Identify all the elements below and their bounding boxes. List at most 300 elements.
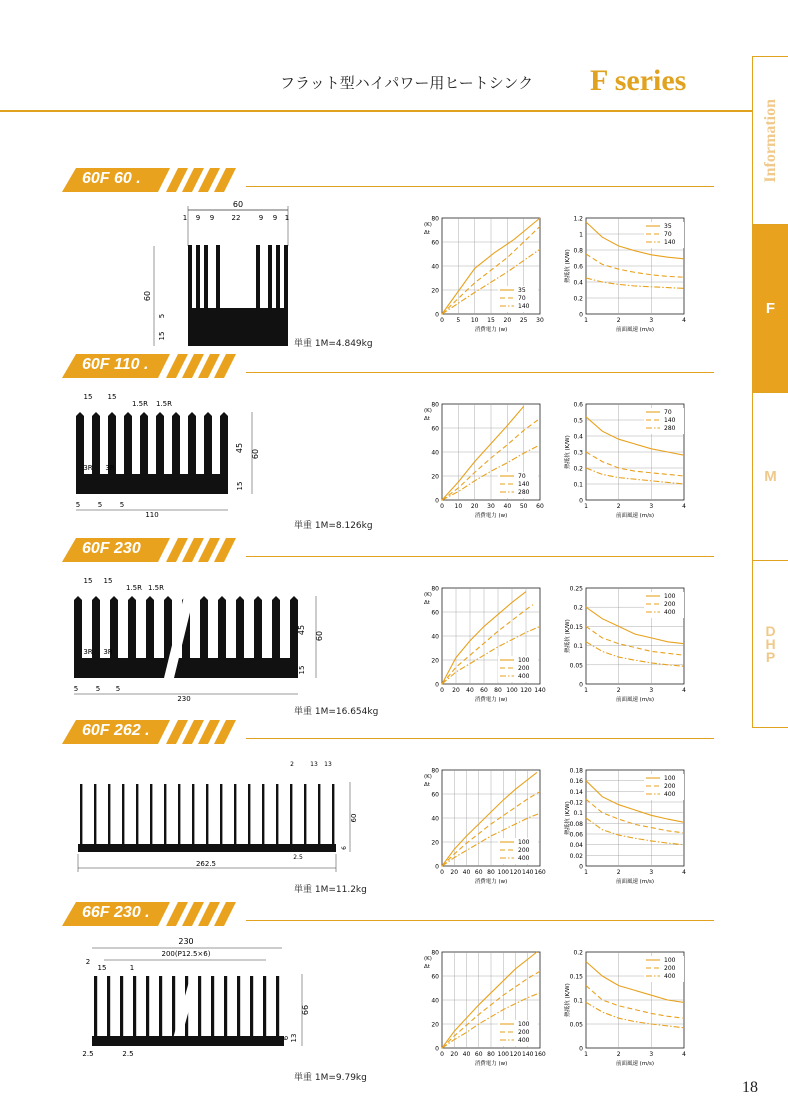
y-tick-label: 0.05	[569, 662, 583, 670]
legend-label: 200	[518, 1029, 530, 1036]
x-tick-label: 120	[509, 869, 522, 876]
x-axis-label: 消費電力 (w)	[474, 1061, 508, 1067]
x-tick-label: 3	[649, 503, 654, 510]
y-tick-label: 0	[435, 311, 439, 319]
y-tick-label: 60	[431, 239, 439, 247]
y-axis-unit: (K)	[424, 774, 432, 780]
section-rule	[246, 186, 714, 187]
y-tick-label: 1.2	[573, 215, 583, 223]
y-tick-label: 80	[431, 401, 439, 409]
x-tick-label: 0	[440, 317, 444, 324]
dim-radius: 3R	[83, 648, 93, 656]
dim-left: 2	[85, 958, 91, 966]
dim-height: 60	[350, 813, 358, 823]
y-tick-label: 80	[431, 215, 439, 223]
y-tick-label: 0.2	[573, 949, 583, 957]
x-tick-label: 0	[440, 1051, 444, 1058]
dim-height: 60	[315, 630, 324, 642]
y-tick-label: 0.06	[569, 831, 583, 839]
y-axis-label: 熱抵抗 (K/W)	[565, 983, 571, 1017]
dim-fin: 1	[129, 964, 135, 972]
x-tick-label: 80	[494, 687, 502, 694]
x-tick-label: 10	[454, 503, 463, 510]
series-line	[586, 799, 684, 833]
dim-pitch: 9	[195, 214, 201, 222]
legend-label: 70	[664, 409, 672, 416]
dim-pitch: 15	[97, 964, 107, 972]
dim-pitch: 15	[107, 393, 117, 401]
x-tick-label: 50	[519, 503, 528, 510]
y-tick-label: 0.14	[569, 788, 583, 796]
y-axis-unit: (K)	[424, 956, 432, 962]
dim-gap: 5	[73, 685, 79, 693]
model-name: 60F 60 .	[82, 170, 141, 187]
fin	[248, 784, 250, 846]
x-axis-label: 前面風速 (m/s)	[615, 327, 655, 333]
fin	[120, 976, 123, 1040]
model-name: 60F 110 .	[82, 356, 149, 373]
x-tick-label: 140	[522, 869, 534, 876]
x-tick-label: 20	[470, 503, 479, 510]
y-tick-label: 0	[435, 497, 439, 505]
x-tick-label: 40	[466, 687, 474, 694]
dim-radius: 1.5R	[132, 400, 148, 408]
x-tick-label: 2	[616, 869, 621, 876]
sidetab-m[interactable]	[752, 392, 788, 560]
y-tick-label: 0.25	[569, 585, 583, 593]
fin	[211, 976, 214, 1040]
y-tick-label: 0.1	[573, 810, 583, 818]
dim-pitch: 15	[103, 577, 113, 585]
x-axis-label: 消費電力 (w)	[474, 697, 508, 703]
x-tick-label: 4	[682, 317, 686, 324]
fin	[224, 976, 227, 1040]
series-line	[586, 278, 684, 288]
y-tick-label: 0.04	[569, 842, 583, 850]
legend-label: 280	[518, 489, 530, 496]
profile-drawing	[66, 758, 366, 882]
y-tick-label: 1	[579, 231, 583, 239]
fin	[290, 784, 292, 846]
x-tick-label: 3	[649, 687, 654, 694]
legend-label: 400	[518, 673, 530, 680]
sidetab-label: M	[764, 468, 777, 485]
fin	[122, 784, 124, 846]
resistance-chart	[560, 398, 700, 528]
legend-label: 200	[518, 665, 530, 672]
dim-gap: 5	[95, 685, 101, 693]
y-tick-label: 0	[435, 681, 439, 689]
section-rule	[246, 738, 714, 739]
x-tick-label: 3	[649, 869, 654, 876]
dim-pitch: 9	[209, 214, 215, 222]
x-tick-label: 20	[450, 1051, 459, 1058]
fin	[164, 784, 166, 846]
x-tick-label: 20	[503, 317, 512, 324]
page-number: 18	[742, 1079, 758, 1096]
fin	[263, 976, 266, 1040]
header-rule	[0, 110, 752, 112]
dim-base: 6	[341, 846, 348, 850]
y-tick-label: 60	[431, 791, 439, 799]
x-tick-label: 15	[487, 317, 495, 324]
x-axis-label: 前面風速 (m/s)	[615, 513, 655, 519]
dim-width: 230	[177, 695, 191, 703]
y-tick-label: 80	[431, 767, 439, 775]
dim-radius: 3R	[103, 648, 113, 656]
fin	[94, 976, 97, 1040]
dim-gap: 5	[97, 501, 103, 509]
y-tick-label: 0	[579, 681, 583, 689]
y-tick-label: 0.02	[569, 852, 583, 860]
y-tick-label: 20	[431, 657, 439, 665]
dim-pitch: 9	[272, 214, 278, 222]
y-tick-label: 0.4	[573, 279, 583, 287]
y-tick-label: 0.1	[573, 997, 583, 1005]
sidetab-dhp[interactable]	[752, 560, 788, 728]
resistance-chart	[560, 946, 700, 1076]
dim-pitch: 15	[83, 577, 93, 585]
x-axis-label: 消費電力 (w)	[474, 327, 508, 333]
x-tick-label: 2	[616, 687, 621, 694]
y-axis-label: 熱抵抗 (K/W)	[565, 249, 571, 283]
x-tick-label: 60	[480, 687, 488, 694]
x-tick-label: 20	[452, 687, 460, 694]
y-tick-label: 0.05	[569, 1021, 583, 1029]
unit-weight: 単重 1M=9.79kg	[294, 1073, 367, 1083]
dim-pitch: 1	[284, 214, 290, 222]
x-tick-label: 5	[456, 317, 461, 324]
x-tick-label: 20	[450, 869, 459, 876]
dim-base: 13	[290, 1033, 298, 1043]
legend-label: 140	[664, 417, 676, 424]
y-tick-label: 40	[431, 633, 439, 641]
y-axis-unit: (K)	[424, 222, 432, 228]
x-tick-label: 2	[616, 317, 621, 324]
profile-drawing	[140, 198, 310, 348]
section-rule	[246, 372, 714, 373]
fin	[332, 784, 334, 846]
x-tick-label: 30	[536, 317, 544, 324]
x-tick-label: 4	[682, 687, 686, 694]
legend-label: 100	[518, 839, 530, 846]
dim-gap: 5	[115, 685, 121, 693]
y-tick-label: 0.15	[569, 973, 583, 981]
legend-label: 200	[518, 847, 530, 854]
x-tick-label: 140	[534, 687, 546, 694]
y-tick-label: 60	[431, 973, 439, 981]
x-tick-label: 100	[497, 1051, 509, 1058]
x-tick-label: 30	[487, 503, 495, 510]
y-tick-label: 0.8	[573, 247, 583, 255]
y-tick-label: 0.4	[573, 433, 583, 441]
x-tick-label: 160	[534, 1051, 546, 1058]
fin	[262, 784, 264, 846]
legend-label: 100	[664, 775, 676, 782]
x-tick-label: 2	[616, 1051, 621, 1058]
x-tick-label: 160	[534, 869, 546, 876]
legend-label: 100	[518, 1021, 530, 1028]
y-axis-label: Δt	[424, 600, 430, 606]
legend-label: 140	[518, 481, 530, 488]
legend-label: 35	[518, 287, 526, 294]
dim-radius: 3R	[105, 464, 115, 472]
dim-radius: 1.5R	[126, 584, 142, 592]
y-axis-label: 熱抵抗 (K/W)	[565, 435, 571, 469]
fin	[250, 976, 253, 1040]
fin	[198, 976, 201, 1040]
dim-radius: 1.5R	[148, 584, 164, 592]
x-tick-label: 2	[616, 503, 621, 510]
dim-base: 15	[298, 665, 306, 675]
y-tick-label: 0.2	[573, 465, 583, 473]
fin	[159, 976, 162, 1040]
catalog-title: フラット型ハイパワー用ヒートシンク	[280, 74, 534, 92]
y-tick-label: 0	[579, 863, 583, 871]
x-tick-label: 4	[682, 1051, 686, 1058]
dim-base: 15	[236, 481, 244, 491]
y-axis-unit: (K)	[424, 592, 432, 598]
y-tick-label: 0.2	[573, 295, 583, 303]
series-line	[586, 468, 684, 484]
x-tick-label: 60	[474, 869, 483, 876]
unit-weight: 単重 1M=4.849kg	[294, 339, 373, 349]
y-tick-label: 40	[431, 997, 439, 1005]
fin	[146, 976, 149, 1040]
x-axis-label: 消費電力 (w)	[474, 879, 508, 885]
x-tick-label: 100	[506, 687, 518, 694]
legend-label: 70	[664, 231, 672, 238]
x-tick-label: 1	[584, 503, 588, 510]
dim-base: 6	[282, 1035, 290, 1041]
x-tick-label: 4	[682, 503, 686, 510]
unit-weight: 単重 1M=8.126kg	[294, 521, 373, 531]
legend-label: 140	[664, 239, 676, 246]
fin	[318, 784, 320, 846]
dim-fin: 45	[297, 624, 306, 636]
y-tick-label: 0	[579, 497, 583, 505]
unit-weight: 単重 1M=16.654kg	[294, 707, 379, 717]
x-axis-label: 消費電力 (w)	[474, 513, 508, 519]
legend-label: 400	[664, 973, 676, 980]
y-tick-label: 0.2	[573, 604, 583, 612]
y-tick-label: 0	[579, 1045, 583, 1053]
series-title: F series	[590, 64, 687, 97]
x-tick-label: 60	[536, 503, 544, 510]
fin	[80, 784, 82, 846]
fin	[220, 784, 222, 846]
fin	[192, 784, 194, 846]
dim-top: 13	[324, 761, 332, 768]
sidetab-label: D H P	[765, 622, 776, 665]
legend-label: 70	[518, 473, 526, 480]
x-axis-label: 前面風速 (m/s)	[615, 1061, 655, 1067]
fin	[136, 784, 138, 846]
legend-label: 400	[664, 791, 676, 798]
legend-label: 200	[664, 783, 676, 790]
fin	[234, 784, 236, 846]
y-tick-label: 60	[431, 609, 439, 617]
x-tick-label: 1	[584, 869, 588, 876]
x-tick-label: 120	[520, 687, 532, 694]
x-tick-label: 25	[519, 317, 528, 324]
fin	[206, 784, 208, 846]
model-name: 66F 230 .	[82, 904, 150, 921]
y-tick-label: 0.18	[569, 767, 583, 775]
x-tick-label: 1	[584, 317, 588, 324]
model-name: 60F 230	[82, 540, 141, 557]
dim-gap: 5	[119, 501, 125, 509]
section-rule	[246, 556, 714, 557]
sidetab-information[interactable]	[752, 56, 788, 224]
profile-drawing	[66, 390, 276, 520]
dim-width: 262.5	[195, 860, 217, 868]
legend-label: 100	[664, 957, 676, 964]
y-tick-label: 0.12	[569, 799, 583, 807]
dim-top: 13	[310, 761, 318, 768]
fin	[133, 976, 136, 1040]
y-tick-label: 0.3	[573, 449, 583, 457]
fin	[108, 784, 110, 846]
y-tick-label: 20	[431, 473, 439, 481]
dim-width: 60	[232, 200, 244, 209]
dt-chart	[416, 582, 556, 712]
dim-fin: 45	[235, 442, 244, 454]
dim-top: 2	[290, 761, 294, 768]
x-tick-label: 1	[584, 687, 588, 694]
y-tick-label: 80	[431, 585, 439, 593]
y-tick-label: 60	[431, 425, 439, 433]
y-tick-label: 20	[431, 1021, 439, 1029]
resistance-chart	[560, 764, 700, 894]
x-tick-label: 80	[487, 869, 495, 876]
y-tick-label: 40	[431, 815, 439, 823]
dim-width: 230	[178, 937, 194, 946]
fin	[172, 976, 175, 1040]
legend-label: 400	[664, 609, 676, 616]
x-tick-label: 0	[440, 869, 444, 876]
dim-height: 60	[143, 290, 152, 302]
x-tick-label: 140	[522, 1051, 534, 1058]
y-tick-label: 20	[431, 839, 439, 847]
dt-chart	[416, 946, 556, 1076]
model-name: 60F 262 .	[82, 722, 150, 739]
x-tick-label: 3	[649, 317, 654, 324]
y-tick-label: 0.6	[573, 401, 583, 409]
legend-label: 400	[518, 1037, 530, 1044]
y-tick-label: 0.16	[569, 778, 583, 786]
dim-pitch-text: 200(P12.5×6)	[161, 950, 211, 958]
x-tick-label: 0	[440, 503, 444, 510]
section-rule	[246, 920, 714, 921]
x-tick-label: 40	[462, 1051, 471, 1058]
sidetab-label: Information	[761, 98, 779, 183]
x-tick-label: 60	[474, 1051, 483, 1058]
y-tick-label: 0	[579, 311, 583, 319]
dim-base: 5	[158, 313, 166, 319]
y-axis-label: Δt	[424, 230, 430, 236]
dim-pitch: 22	[231, 214, 241, 222]
y-tick-label: 80	[431, 949, 439, 957]
y-tick-label: 0.5	[573, 417, 583, 425]
legend-label: 100	[664, 593, 676, 600]
x-tick-label: 120	[509, 1051, 522, 1058]
fin	[178, 784, 180, 846]
unit-weight: 単重 1M=11.2kg	[294, 885, 367, 895]
fin	[237, 976, 240, 1040]
y-axis-unit: (K)	[424, 408, 432, 414]
fin	[276, 784, 278, 846]
dim-gap: 2.5	[122, 1050, 134, 1058]
legend-label: 200	[664, 601, 676, 608]
legend-label: 200	[664, 965, 676, 972]
series-line	[586, 452, 684, 476]
profile-drawing	[76, 934, 316, 1068]
resistance-chart	[560, 582, 700, 712]
y-axis-label: Δt	[424, 416, 430, 422]
x-tick-label: 0	[440, 687, 444, 694]
sidetab-label: F	[765, 300, 776, 317]
y-axis-label: Δt	[424, 964, 430, 970]
y-tick-label: 20	[431, 287, 439, 295]
resistance-chart	[560, 212, 700, 342]
dim-pitch: 9	[258, 214, 264, 222]
x-axis-label: 前面風速 (m/s)	[615, 879, 655, 885]
x-axis-label: 前面風速 (m/s)	[615, 697, 655, 703]
fin	[304, 784, 306, 846]
dim-pitch: 1	[182, 214, 188, 222]
sidetab-f[interactable]	[752, 224, 788, 392]
dt-chart	[416, 398, 556, 528]
fin	[94, 784, 96, 846]
fin	[276, 976, 279, 1040]
legend-label: 100	[518, 657, 530, 664]
x-tick-label: 10	[470, 317, 479, 324]
x-tick-label: 1	[584, 1051, 588, 1058]
x-tick-label: 3	[649, 1051, 654, 1058]
y-axis-label: Δt	[424, 782, 430, 788]
fin	[107, 976, 110, 1040]
dim-height: 66	[301, 1004, 310, 1016]
y-tick-label: 0	[435, 1045, 439, 1053]
legend-label: 280	[664, 425, 676, 432]
dim-radius: 3R	[83, 464, 93, 472]
dim-gap: 5	[75, 501, 81, 509]
dt-chart	[416, 764, 556, 894]
legend-label: 140	[518, 303, 530, 310]
legend-label: 400	[518, 855, 530, 862]
y-tick-label: 0.1	[573, 643, 583, 651]
x-tick-label: 80	[487, 1051, 495, 1058]
x-tick-label: 40	[503, 503, 512, 510]
y-axis-label: 熱抵抗 (K/W)	[565, 801, 571, 835]
x-tick-label: 4	[682, 869, 686, 876]
dim-radius: 1.5R	[156, 400, 172, 408]
legend-label: 70	[518, 295, 526, 302]
dim-height: 60	[251, 448, 260, 460]
y-axis-label: 熱抵抗 (K/W)	[565, 619, 571, 653]
x-tick-label: 100	[497, 869, 509, 876]
y-tick-label: 0	[435, 863, 439, 871]
dim-gap: 2.5	[293, 854, 303, 861]
y-tick-label: 0.15	[569, 623, 583, 631]
dim-pitch: 15	[83, 393, 93, 401]
y-tick-label: 0.1	[573, 481, 583, 489]
dt-chart	[416, 212, 556, 342]
profile-drawing	[66, 574, 326, 704]
y-tick-label: 40	[431, 263, 439, 271]
dim-width: 110	[145, 511, 159, 519]
